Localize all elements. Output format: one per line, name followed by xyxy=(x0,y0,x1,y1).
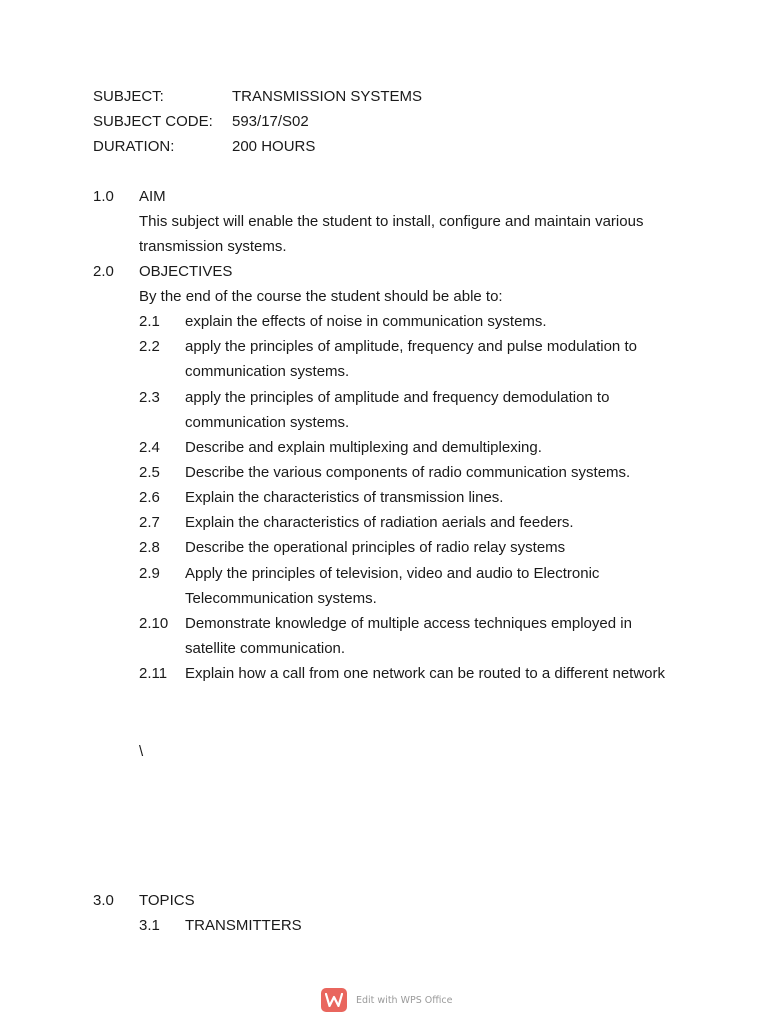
subject-code-label: SUBJECT CODE: xyxy=(93,113,213,130)
objective-text: Describe and explain multiplexing and demultiplexing. xyxy=(185,439,542,456)
duration-value: 200 HOURS xyxy=(232,138,316,155)
objective-text: Explain the characteristics of radiation aerials and feeders. xyxy=(185,514,574,531)
objective-text: apply the principles of amplitude and frequency demodulation to communication systems. xyxy=(185,389,610,432)
objective-number: 2.10 xyxy=(139,615,169,632)
objective-text: Describe the operational principles of radio relay systems xyxy=(185,539,566,556)
wps-watermark-text: Edit with WPS Office xyxy=(356,994,453,1006)
topics-number: 3.0 xyxy=(93,892,114,909)
objective-text: Demonstrate knowledge of multiple access techniques employed in satellite communication. xyxy=(185,615,632,658)
wps-watermark[interactable] xyxy=(321,987,453,1013)
subject-value: TRANSMISSION SYSTEMS xyxy=(232,88,423,105)
objective-number: 2.11 xyxy=(139,665,168,682)
objective-text: Explain the characteristics of transmission lines. xyxy=(185,489,504,506)
aim-number: 1.0 xyxy=(93,188,114,205)
objective-text: apply the principles of amplitude, frequency and pulse modulation to communication systems. xyxy=(185,338,637,381)
objective-number: 2.3 xyxy=(139,389,160,406)
topic-number: 3.1 xyxy=(139,917,160,934)
objective-number: 2.2 xyxy=(139,338,160,355)
subject-label: SUBJECT: xyxy=(93,88,164,105)
objective-number: 2.1 xyxy=(139,313,160,330)
objective-text: Describe the various components of radio communication systems. xyxy=(185,464,631,481)
objective-number: 2.5 xyxy=(139,464,160,481)
objectives-number: 2.0 xyxy=(93,263,114,280)
objective-number: 2.7 xyxy=(139,514,160,531)
duration-label: DURATION: xyxy=(93,138,175,155)
objective-text: explain the effects of noise in communication systems. xyxy=(185,313,547,330)
objective-number: 2.8 xyxy=(139,539,160,556)
subject-code-value: 593/17/S02 xyxy=(232,113,309,130)
objectives-title: OBJECTIVES xyxy=(139,263,233,280)
objective-number: 2.4 xyxy=(139,439,160,456)
objectives-intro: By the end of the course the student should be able to: xyxy=(139,288,503,305)
objective-number: 2.6 xyxy=(139,489,160,506)
aim-text: This subject will enable the student to install, configure and maintain various transmission systems. xyxy=(139,213,644,255)
objective-text: Apply the principles of television, video and audio to Electronic Telecommunication systems. xyxy=(185,565,600,608)
aim-title: AIM xyxy=(139,188,166,205)
wps-logo-icon xyxy=(321,988,347,1012)
stray-backslash: \ xyxy=(139,743,144,760)
topic-text: TRANSMITTERS xyxy=(185,917,302,934)
topics-title: TOPICS xyxy=(139,892,195,909)
objective-text: Explain how a call from one network can be routed to a different network xyxy=(185,665,665,682)
objective-number: 2.9 xyxy=(139,565,160,582)
